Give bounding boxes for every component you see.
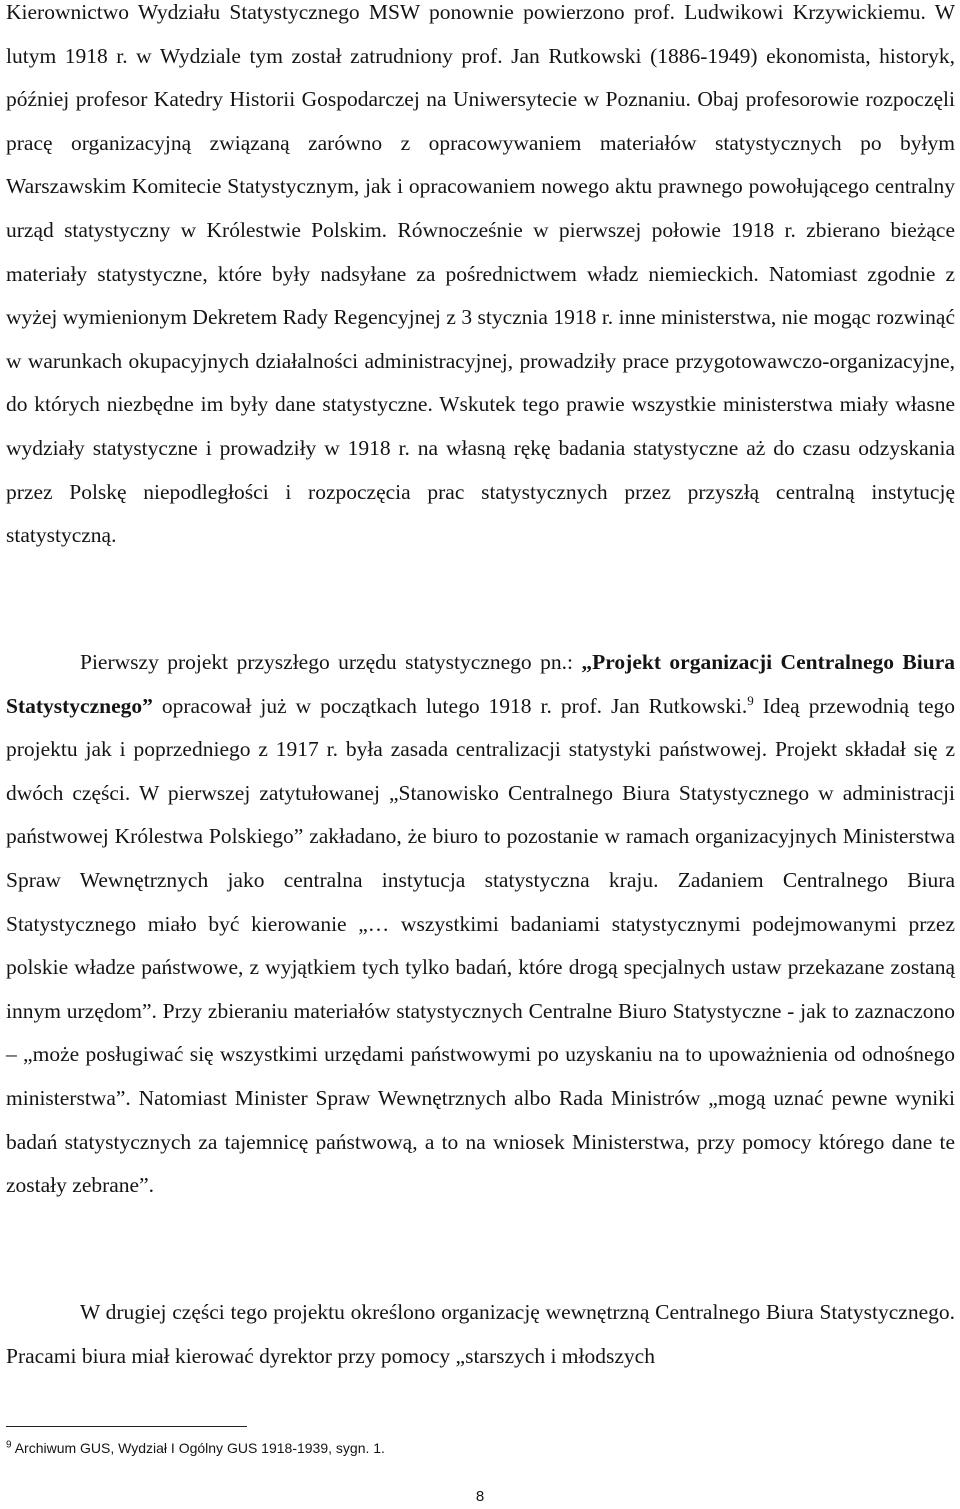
paragraph-3-text: W drugiej części tego projektu określono organizację wewnętrzną Centralnego Biura Statystycznego. Pracami biura miał kierować dyrektor przy pomocy „starszych i młodszych xyxy=(6,1300,955,1368)
page-number: 8 xyxy=(475,1488,485,1505)
body-paragraph-3 xyxy=(6,1291,955,1378)
paragraph-2-intro: Pierwszy projekt przyszłego urzędu statystycznego pn.: xyxy=(80,650,582,674)
footnote-reference[interactable]: 9 xyxy=(747,692,754,708)
footnote xyxy=(6,1438,385,1458)
paragraph-2-body: Ideą przewodnią tego projektu jak i poprzedniego z 1917 r. była zasada centralizacji statystyki państwowej. Projekt składał się z dwóch części. W pierwszej zatytułowanej „Stanowisko Centralnego Biura Statystycznego w administracji państwowej Królestwa Polskiego” zakładano, że biuro to pozostanie w ramach organizacyjnych Ministerstwa Spraw Wewnętrznych jako centralna instytucja statystyczna kraju. Zadaniem Centralnego Biura Statystycznego miało być kierowanie „… wszystkimi badaniami statystycznymi podejmowanymi przez polskie władze państwowe, z wyjątkiem tych tylko badań, które drogą specjalnych ustaw przekazane zostaną innym urzędom”. Przy zbieraniu materiałów statystycznych Centralne Biuro Statystyczne - jak to zaznaczono – „może posługiwać się wszystkimi urzędami państwowymi po uzyskaniu na to upoważnienia od odnośnego ministerstwa”. Natomiast Minister Spraw Wewnętrznych albo Rada Ministrów „mogą uznać pewne wyniki badań statystycznych za tajemnicę państwową, a to na wniosek Ministerstwa, przy pomocy którego dane te zostały zebrane”. xyxy=(6,693,955,1198)
footnote-number: 9 xyxy=(6,1439,12,1451)
footnote-text: Archiwum GUS, Wydział I Ogólny GUS 1918-1939, sygn. 1. xyxy=(14,1440,385,1456)
paragraph-1-text: Kierownictwo Wydziału Statystycznego MSW ponownie powierzono prof. Ludwikowi Krzywickiemu. W lutym 1918 r. w Wydziale tym został zatrudniony prof. Jan Rutkowski (1886-1949) ekonomista, historyk, później profesor Katedry Historii Gospodarczej na Uniwersytecie w Poznaniu. Obaj profesorowie rozpoczęli pracę organizacyjną związaną zarówno z opracowywaniem materiałów statystycznych po byłym Warszawskim Komitecie Statystycznym, jak i opracowaniem nowego aktu prawnego powołującego centralny urząd statystyczny w Królestwie Polskim. Równocześnie w pierwszej połowie 1918 r. zbierano bieżące materiały statystyczne, które były nadsyłane za pośrednictwem władz niemieckich. Natomiast zgodnie z wyżej wymienionym Dekretem Rady Regencyjnej z 3 stycznia 1918 r. inne ministerstwa, nie mogąc rozwinąć w warunkach okupacyjnych działalności administracyjnej, prowadziły prace przygotowawczo-organizacyjne, do których niezbędne im były dane statystyczne. Wskutek tego prawie wszystkie ministerstwa miały własne wydziały statystyczne i prowadziły w 1918 r. na własną rękę badania statystyczne aż do czasu odzyskania przez Polskę niepodległości i rozpoczęcia prac statystycznych przez przyszłą centralną instytucję statystyczną. xyxy=(6,0,955,548)
project-title: „Projekt organizacji Centralnego Biura Statystycznego” xyxy=(6,650,955,718)
footnote-separator xyxy=(6,1426,247,1427)
paragraph-2-author: opracował już w początkach lutego 1918 r. prof. Jan Rutkowski. xyxy=(152,693,748,718)
body-paragraph-2 xyxy=(6,641,955,1208)
body-paragraph-1 xyxy=(6,0,955,558)
